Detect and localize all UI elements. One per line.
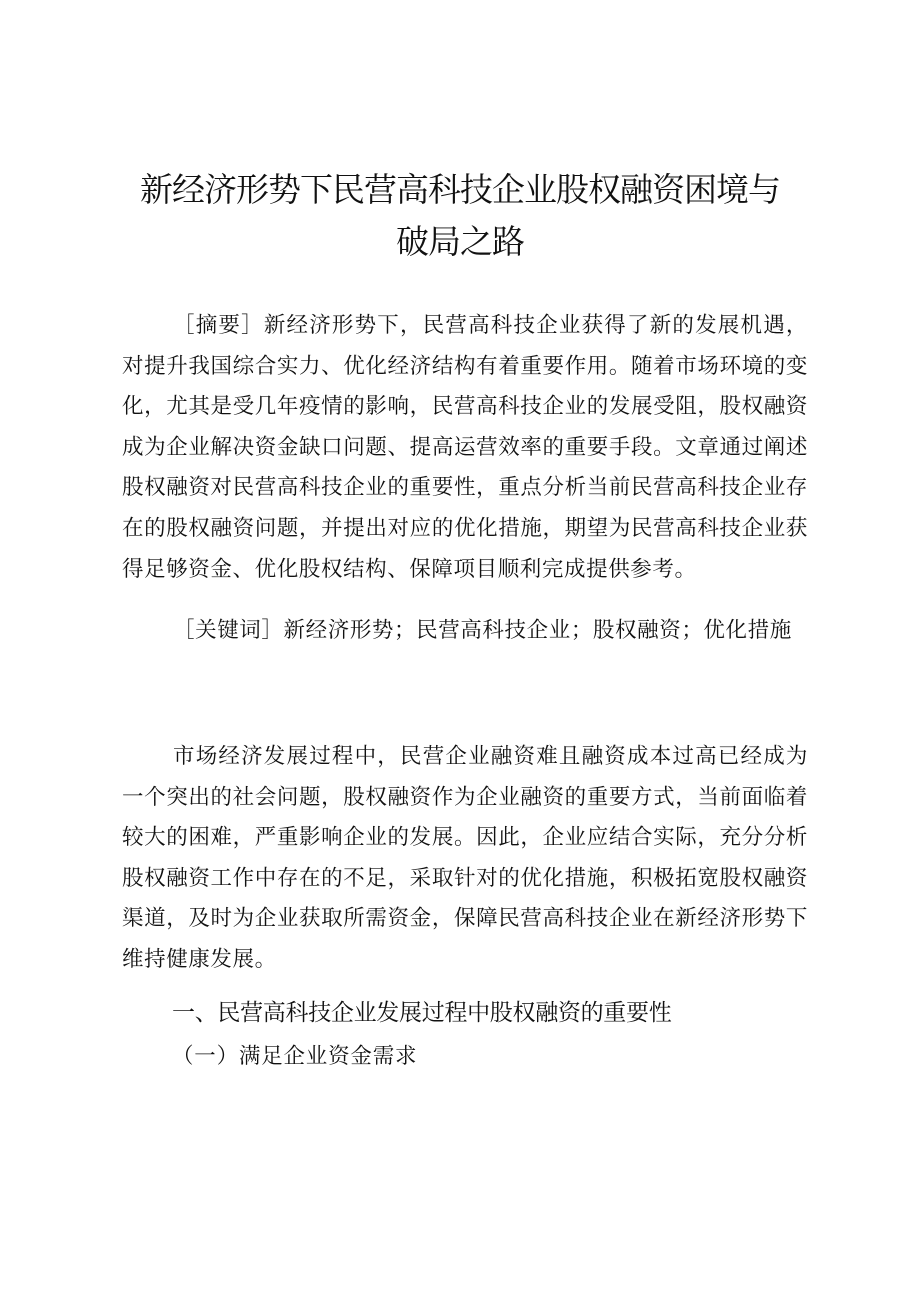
keywords-label: ［关键词］	[173, 618, 284, 643]
section-heading-1: 一、民营高科技企业发展过程中股权融资的重要性	[172, 1000, 672, 1026]
intro-paragraph: 市场经济发展过程中，民营企业融资难且融资成本过高已经成为一个突出的社会问题，股权融资作为企业融资的重要方式，当前面临着较大的困难，严重影响企业的发展。因此，企业应结合实际，充分分析股权融资工作中存在的不足，采取针对的优化措施，积极拓宽股权融资渠道，及时为企业获取所需资金，保障民营高科技企业在新经济形势下维持健康发展。	[122, 744, 808, 972]
abstract-label: ［摘要］	[173, 313, 264, 338]
abstract-text: 新经济形势下，民营高科技企业获得了新的发展机遇，对提升我国综合实力、优化经济结构有着重要作用。随着市场环境的变化，尤其是受几年疫情的影响，民营高科技企业的发展受阻，股权融资成为企业解决资金缺口问题、提高运营效率的重要手段。文章通过阐述股权融资对民营高科技企业的重要性，重点分析当前民营高科技企业存在的股权融资问题，并提出对应的优化措施，期望为民营高科技企业获得足够资金、优化股权结构、保障项目顺利完成提供参考。	[122, 313, 809, 582]
document-title-line-1: 新经济形势下民营高科技企业股权融资困境与	[140, 170, 780, 209]
document-title-line-2: 破局之路	[396, 222, 524, 261]
subsection-heading-1: （一）满足企业资金需求	[172, 1044, 418, 1069]
abstract-paragraph	[122, 306, 808, 590]
keywords-text: 新经济形势；民营高科技企业；股权融资；优化措施	[283, 618, 792, 643]
keywords-paragraph	[122, 611, 808, 652]
